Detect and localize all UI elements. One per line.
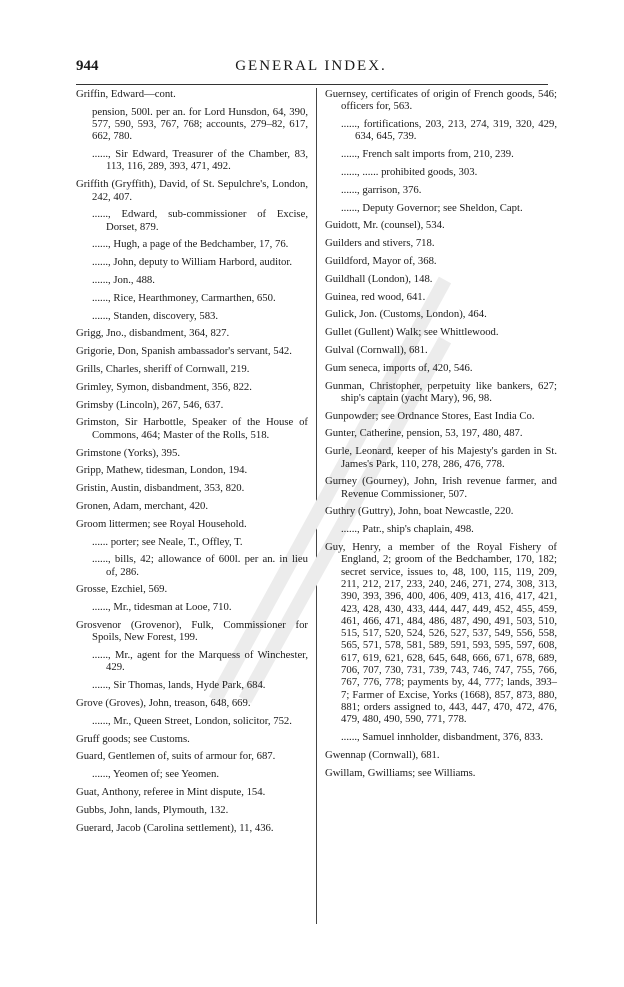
index-entry: Grosse, Ezchiel, 569. xyxy=(76,583,168,596)
index-entry: Gulick, Jon. (Customs, London), 464. xyxy=(325,308,487,321)
index-entry: Grigg, Jno., disbandment, 364, 827. xyxy=(76,327,230,340)
index-entry: Gurney (Gourney), John, Irish revenue farmer, and Revenue Commissioner, 507. xyxy=(325,475,557,500)
index-entry: ......, ...... prohibited goods, 303. xyxy=(341,165,478,178)
index-entry: ......, Sir Edward, Treasurer of the Chamber, 83, 113, 116, 289, 393, 471, 492. xyxy=(92,148,308,173)
index-entry: Guilders and stivers, 718. xyxy=(325,237,435,250)
index-entry: ......, Rice, Hearthmoney, Carmarthen, 650. xyxy=(92,291,276,304)
index-entry: Guy, Henry, a member of the Royal Fishery of England, 2; groom of the Bedchamber, 170, 182; secret service, issues to, 48, 100, 115, 119, 209, 211, 212, 217, 233, 240, 246, 271, 274, 308, 313, 390, 393, 396, 400, 406, 409, 413, 416, 417, 421, 423, 428, 430, 433, 444, 447, 449, 452, 455, 459, 461, 466, 471, 484, 486, 487, 490, 491, 503, 510, 515, 517, 520, 524, 526, 527, 537, 549, 556, 558, 565, 571, 578, 581, 589, 591, 593, 595, 597, 608, 617, 619, 621, 628, 645, 648, 666, 671, 678, 689, 706, 707, 730, 731, 739, 743, 746, 747, 755, 766, 767, 776, 778; payments by, 44, 777; lands, 393–7; Farmer of Excise, Yorks (1668), 857, 873, 880, 881; orders assigned to, 443, 447, 470, 472, 476, 479, 480, 490, 590, 771, 778. xyxy=(325,541,557,726)
running-title: GENERAL INDEX. xyxy=(235,58,387,74)
index-entry: Grimley, Symon, disbandment, 356, 822. xyxy=(76,380,252,393)
index-entry: Grimston, Sir Harbottle, Speaker of the House of Commons, 464; Master of the Rolls, 518. xyxy=(76,416,308,441)
index-entry: Guthry (Guttry), John, boat Newcastle, 220. xyxy=(325,505,514,518)
index-entry: Grimsby (Lincoln), 267, 546, 637. xyxy=(76,398,224,411)
index-entry: ......, Standen, discovery, 583. xyxy=(92,309,219,322)
index-entry: ...... porter; see Neale, T., Offley, T. xyxy=(92,535,243,548)
index-entry: Gronen, Adam, merchant, 420. xyxy=(76,499,209,512)
right-column xyxy=(325,88,557,784)
index-entry: ......, John, deputy to William Harbord, auditor. xyxy=(92,256,293,269)
index-entry: Grills, Charles, sheriff of Cornwall, 219. xyxy=(76,363,250,376)
index-entry: Grosvenor (Grovenor), Fulk, Commissioner for Spoils, New Forest, 199. xyxy=(76,619,308,644)
index-entry: Guildhall (London), 148. xyxy=(325,272,433,285)
left-column xyxy=(76,88,308,839)
header-rule xyxy=(76,84,548,85)
index-entry: ......, Mr., agent for the Marquess of Winchester, 429. xyxy=(92,649,308,674)
index-entry: Griffin, Edward—cont. xyxy=(76,88,176,100)
index-entry: Gunpowder; see Ordnance Stores, East India Co. xyxy=(325,409,535,422)
index-entry: ......, Edward, sub-commissioner of Excise, Dorset, 879. xyxy=(92,208,308,233)
index-entry: Guidott, Mr. (counsel), 534. xyxy=(325,219,445,232)
index-entry: Grimstone (Yorks), 395. xyxy=(76,446,181,459)
index-entry: ......, Sir Thomas, lands, Hyde Park, 684. xyxy=(92,679,266,692)
index-entry: ......, Deputy Governor; see Sheldon, Capt. xyxy=(341,201,523,214)
index-entry: Gristin, Austin, disbandment, 353, 820. xyxy=(76,482,245,495)
index-entry: Guildford, Mayor of, 368. xyxy=(325,254,437,267)
index-entry: Guard, Gentlemen of, suits of armour for, 687. xyxy=(76,750,276,763)
index-entry: Grigorie, Don, Spanish ambassador's servant, 542. xyxy=(76,345,292,358)
index-entry: Guerard, Jacob (Carolina settlement), 11, 436. xyxy=(76,821,274,834)
index-entry: Gruff goods; see Customs. xyxy=(76,732,190,745)
column-divider xyxy=(316,88,317,924)
index-entry: Gunter, Catherine, pension, 53, 197, 480, 487. xyxy=(325,427,523,440)
index-entry: Guernsey, certificates of origin of French goods, 546; officers for, 563. xyxy=(325,88,557,113)
index-entry: ......, Mr., Queen Street, London, solicitor, 752. xyxy=(92,714,292,727)
index-entry: Guinea, red wood, 641. xyxy=(325,290,426,303)
index-entry: ......, Hugh, a page of the Bedchamber, 17, 76. xyxy=(92,238,289,251)
index-entry: Gripp, Mathew, tidesman, London, 194. xyxy=(76,464,248,477)
index-entry: Guat, Anthony, referee in Mint dispute, 154. xyxy=(76,785,266,798)
index-entry: ......, Jon., 488. xyxy=(92,274,155,287)
index-entry: Gurle, Leonard, keeper of his Majesty's garden in St. James's Park, 110, 278, 286, 476, 778. xyxy=(325,445,557,470)
page-number: 944 xyxy=(76,58,99,74)
index-entry: ......, garrison, 376. xyxy=(341,183,422,196)
index-entry: ......, bills, 42; allowance of 600l. per an. in lieu of, 286. xyxy=(92,553,308,578)
index-entry: ......, Patr., ship's chaplain, 498. xyxy=(341,523,474,536)
index-entry: Groom littermen; see Royal Household. xyxy=(76,517,247,530)
index-entry: Gullet (Gullent) Walk; see Whittlewood. xyxy=(325,326,499,339)
index-entry: pension, 500l. per an. for Lord Hunsdon, 64, 390, 577, 590, 593, 767, 768; accounts, 279–82, 617, 662, 780. xyxy=(92,105,308,143)
index-entry: ......, French salt imports from, 210, 239. xyxy=(341,148,514,161)
index-entry: ......, Yeomen of; see Yeomen. xyxy=(92,768,220,781)
page-header xyxy=(76,58,546,84)
index-entry: ......, fortifications, 203, 213, 274, 319, 320, 429, 634, 645, 739. xyxy=(341,118,557,143)
index-entry: Gubbs, John, lands, Plymouth, 132. xyxy=(76,803,229,816)
index-entry: Gum seneca, imports of, 420, 546. xyxy=(325,361,473,374)
index-entry: Gwillam, Gwilliams; see Williams. xyxy=(325,766,476,779)
index-entry: Gunman, Christopher, perpetuity like bankers, 627; ship's captain (yacht Mary), 96, 98. xyxy=(325,379,557,404)
index-entry: ......, Mr., tidesman at Looe, 710. xyxy=(92,601,232,614)
index-entry: Griffith (Gryffith), David, of St. Sepulchre's, London, 242, 407. xyxy=(76,178,308,203)
index-entry: Gwennap (Cornwall), 681. xyxy=(325,748,440,761)
index-entry: Grove (Groves), John, treason, 648, 669. xyxy=(76,696,251,709)
index-entry: ......, Samuel innholder, disbandment, 376, 833. xyxy=(341,730,544,743)
index-entry: Gulval (Cornwall), 681. xyxy=(325,343,428,356)
